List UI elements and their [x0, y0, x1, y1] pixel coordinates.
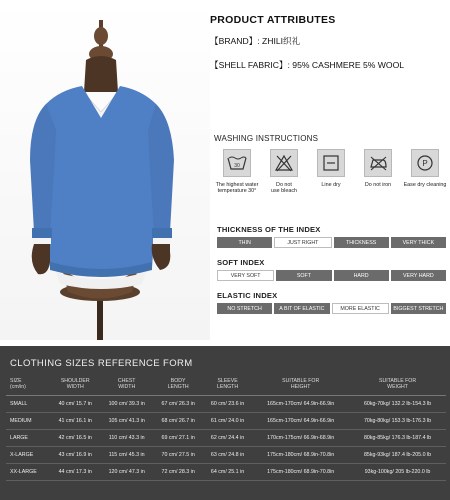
header-sleeve: SLEEVE LENGTH — [203, 376, 252, 396]
thickness-index — [217, 225, 446, 248]
chest-cell: 120 cm/ 47.3 in — [100, 464, 154, 481]
fabric-row: 【SHELL FABRIC】: 95% CASHMERE 5% WOOL — [210, 60, 405, 70]
header-shoulder: SHOULDER WIDTH — [51, 376, 100, 396]
sleeve-cell: 63 cm/ 24.8 in — [203, 447, 252, 464]
attributes-title: PRODUCT ATTRIBUTES — [210, 14, 336, 26]
size-cell: XX-LARGE — [6, 464, 51, 481]
wash-item-iron — [355, 149, 401, 194]
soft-option-very-hard: VERY HARD — [391, 270, 446, 281]
wash-item-line-dry — [308, 149, 354, 194]
chest-cell: 105 cm/ 41.3 in — [100, 413, 154, 430]
table-row — [6, 447, 446, 464]
size-cell: SMALL — [6, 396, 51, 413]
elastic-option-more-elastic: MORE ELASTIC — [332, 303, 389, 314]
no-bleach-icon — [270, 149, 298, 177]
soft-index-title: SOFT INDEX — [217, 258, 265, 267]
shoulder-cell: 43 cm/ 16.9 in — [51, 447, 100, 464]
height-cell: 175cm-180cm/ 68.9in-70.8in — [252, 447, 349, 464]
weight-cell: 93kg-100kg/ 205 lb-220.0 lb — [349, 464, 446, 481]
shoulder-cell: 42 cm/ 16.5 in — [51, 430, 100, 447]
wash-label: The highest water temperature 30° — [215, 182, 259, 195]
weight-cell: 85kg-93kg/ 187.4 lb-205.0 lb — [349, 447, 446, 464]
thickness-index-title: THICKNESS OF THE INDEX — [217, 225, 321, 234]
washing-title: WASHING INSTRUCTIONS — [214, 134, 319, 143]
table-row — [6, 413, 446, 430]
wash-item-dry-clean — [402, 149, 448, 194]
thickness-option-thin: THIN — [217, 237, 272, 248]
chest-cell: 100 cm/ 39.3 in — [100, 396, 154, 413]
thickness-option-just-right: JUST RIGHT — [274, 237, 331, 248]
body-cell: 72 cm/ 28.3 in — [153, 464, 202, 481]
body-cell: 69 cm/ 27.1 in — [153, 430, 202, 447]
svg-text:30: 30 — [234, 163, 240, 169]
wash-item-temperature — [214, 149, 260, 194]
wash-30-icon — [223, 149, 251, 177]
product-attributes — [210, 14, 446, 83]
sleeve-cell: 64 cm/ 25.1 in — [203, 464, 252, 481]
elastic-option-a-bit: A BIT OF ELASTIC — [274, 303, 329, 314]
soft-scale — [217, 270, 446, 281]
height-cell: 170cm-175cm/ 66.9in-68.9in — [252, 430, 349, 447]
sleeve-cell: 60 cm/ 23.6 in — [203, 396, 252, 413]
soft-index — [217, 258, 446, 281]
wash-label: Line dry — [321, 182, 341, 188]
size-cell: X-LARGE — [6, 447, 51, 464]
wash-item-bleach — [261, 149, 307, 194]
chest-cell: 115 cm/ 45.3 in — [100, 447, 154, 464]
body-cell: 68 cm/ 26.7 in — [153, 413, 202, 430]
soft-option-very-soft: VERY SOFT — [217, 270, 274, 281]
dry-clean-icon — [411, 149, 439, 177]
weight-cell: 70kg-80kg/ 153.3 lb-176.3 lb — [349, 413, 446, 430]
sleeve-cell: 61 cm/ 24.0 in — [203, 413, 252, 430]
sleeve-cell: 62 cm/ 24.4 in — [203, 430, 252, 447]
soft-option-soft: SOFT — [276, 270, 331, 281]
no-iron-icon — [364, 149, 392, 177]
shoulder-cell: 40 cm/ 15.7 in — [51, 396, 100, 413]
height-cell: 165cm-170cm/ 64.9in-66.9in — [252, 413, 349, 430]
sweater-mannequin-image — [0, 0, 210, 340]
wash-label: Ease dry cleaning — [403, 182, 447, 188]
size-chart — [0, 346, 450, 500]
washing-instructions — [214, 134, 448, 194]
elastic-option-biggest-stretch: BIGGEST STRETCH — [391, 303, 446, 314]
product-photo — [0, 0, 210, 340]
weight-cell: 80kg-85kg/ 176.3 lb-187.4 lb — [349, 430, 446, 447]
header-height: SUITABLE FOR HEIGHT — [252, 376, 349, 396]
shoulder-cell: 44 cm/ 17.3 in — [51, 464, 100, 481]
height-cell: 175cm-180cm/ 68.9in-70.8in — [252, 464, 349, 481]
elastic-scale — [217, 303, 446, 314]
wash-label: Do not iron — [364, 182, 392, 188]
body-cell: 70 cm/ 27.5 in — [153, 447, 202, 464]
chest-cell: 110 cm/ 43.3 in — [100, 430, 154, 447]
thickness-option-very-thick: VERY THICK — [391, 237, 446, 248]
svg-text:P: P — [422, 159, 428, 168]
size-cell: MEDIUM — [6, 413, 51, 430]
brand-row: 【BRAND】: ZHILI织礼 — [210, 36, 301, 46]
height-cell: 165cm-170cm/ 64.9in-66.9in — [252, 396, 349, 413]
table-row — [6, 464, 446, 481]
elastic-index — [217, 291, 446, 314]
thickness-option-thickness: THICKNESS — [334, 237, 389, 248]
weight-cell: 60kg-70kg/ 132.2 lb-154.3 lb — [349, 396, 446, 413]
size-cell: LARGE — [6, 430, 51, 447]
table-row — [6, 396, 446, 413]
wash-label: Do not use bleach — [270, 182, 298, 195]
thickness-scale — [217, 237, 446, 248]
elastic-option-no-stretch: NO STRETCH — [217, 303, 272, 314]
header-chest: CHEST WIDTH — [100, 376, 154, 396]
header-body: BODY LENGTH — [153, 376, 202, 396]
size-chart-title: CLOTHING SIZES REFERENCE FORM — [10, 358, 193, 369]
body-cell: 67 cm/ 26.3 in — [153, 396, 202, 413]
soft-option-hard: HARD — [334, 270, 389, 281]
size-table — [6, 376, 446, 481]
table-row — [6, 430, 446, 447]
line-dry-icon — [317, 149, 345, 177]
header-size: SIZE (cm/in) — [6, 376, 51, 396]
elastic-index-title: ELASTIC INDEX — [217, 291, 278, 300]
shoulder-cell: 41 cm/ 16.1 in — [51, 413, 100, 430]
header-weight: SUITABLE FOR WEIGHT — [349, 376, 446, 396]
size-table-header — [6, 376, 446, 396]
